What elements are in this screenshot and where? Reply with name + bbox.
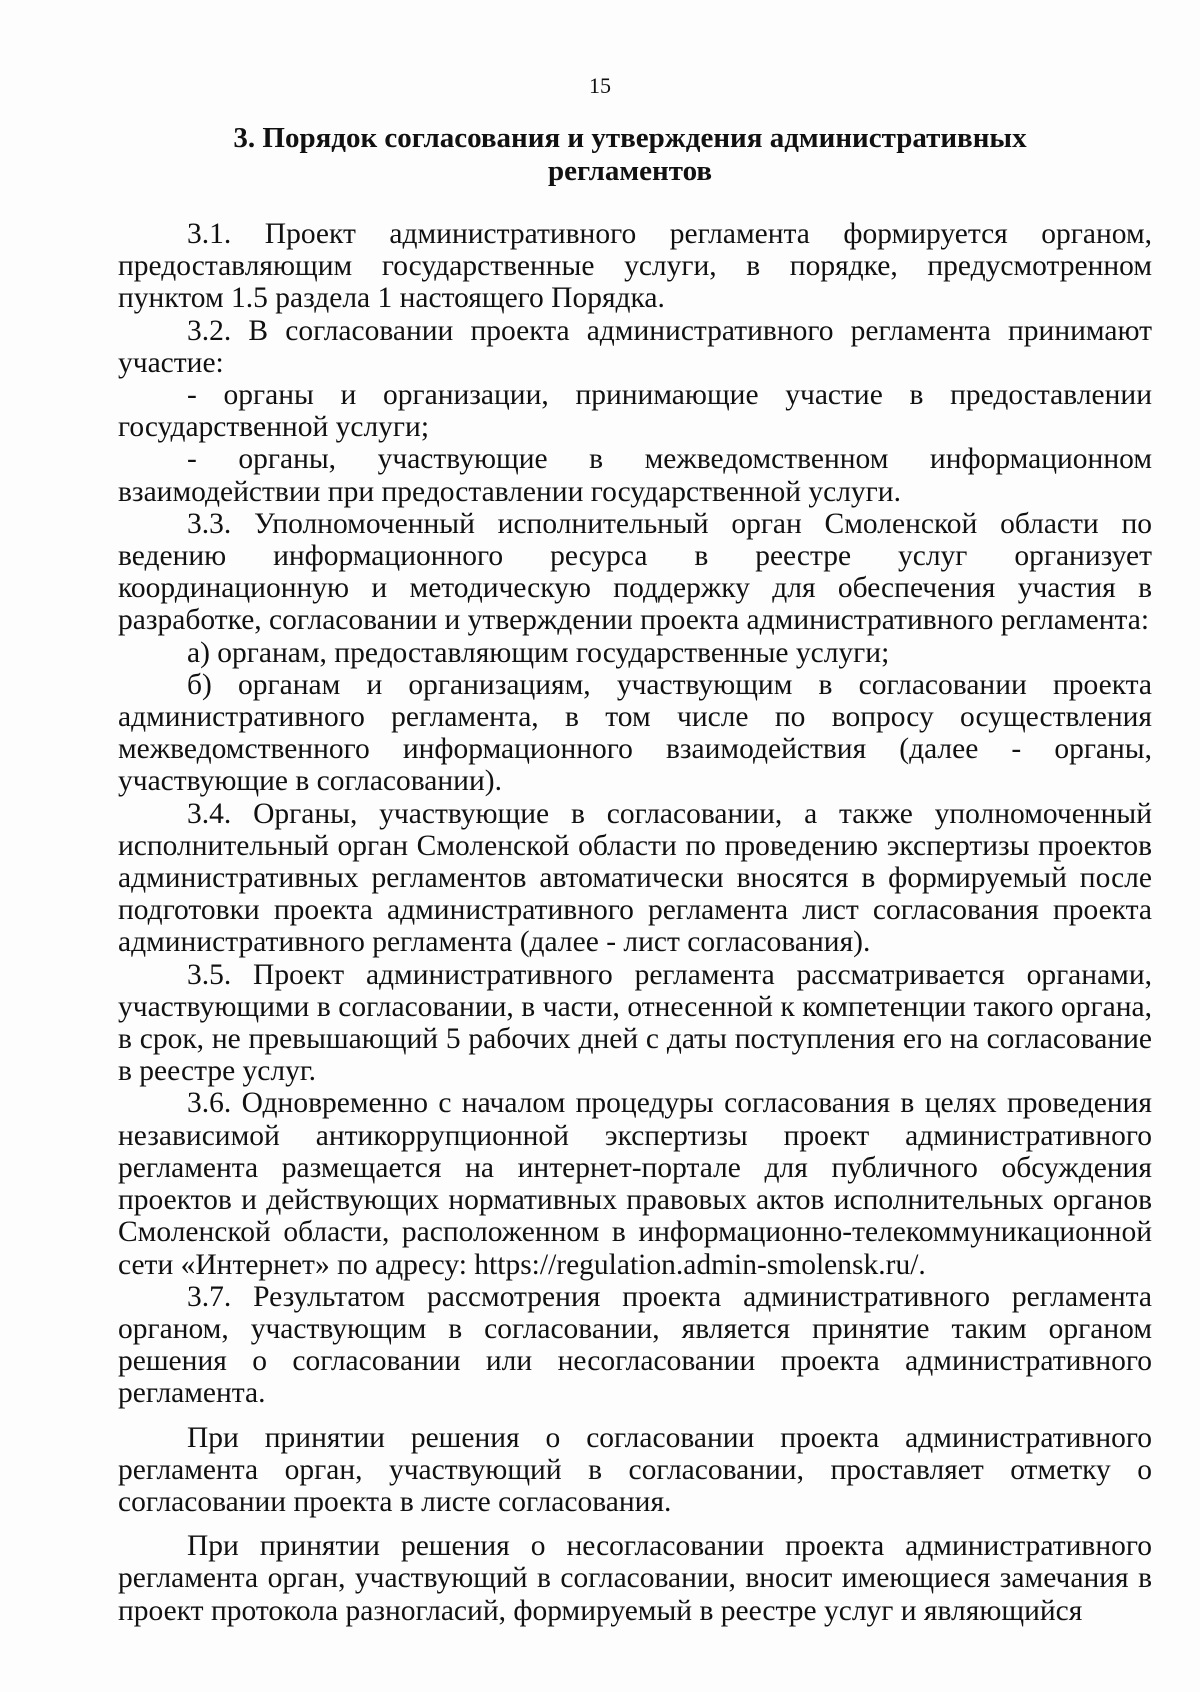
page-number: 15 (589, 73, 611, 98)
paragraph-3-5: 3.5. Проект административного регламента рассматривается органами, участвующими в согласовании, в части, отнесенной к компетенции такого органа, в срок, не превышающий 5 рабочих дней с даты поступления его на согласование в реестре услуг. (118, 958, 1152, 1088)
list-item-a: а) органам, предоставляющим государственные услуги; (187, 636, 890, 669)
paragraph-3-2: 3.2. В согласовании проекта административного регламента принимают участие: (118, 314, 1152, 379)
paragraph-approval: При принятии решения о согласовании проекта административного регламента орган, участвующий в согласовании, проставляет отметку о согласовании проекта в листе согласования. (118, 1421, 1152, 1518)
paragraph-3-7: 3.7. Результатом рассмотрения проекта административного регламента органом, участвующим в согласовании, является принятие таким органом решения о согласовании или несогласовании проекта административного регламента. (118, 1280, 1152, 1410)
list-item-b: б) органам и организациям, участвующим в согласовании проекта административного регламента, в том числе по вопросу осуществления межведомственного информационного взаимодействия (далее - органы, участвующие в согласовании). (118, 668, 1152, 798)
list-item-participants-2: - органы, участвующие в межведомственном информационном взаимодействии при предоставлении государственной услуги. (118, 443, 1152, 508)
paragraph-3-1: 3.1. Проект административного регламента формируется органом, предоставляющим государственные услуги, в порядке, предусмотренном пунктом 1.5 раздела 1 настоящего Порядка. (118, 218, 1152, 315)
paragraph-3-6: 3.6. Одновременно с началом процедуры согласования в целях проведения независимой антикоррупционной экспертизы проект административного регламента размещается на интернет-портале для публичного обсуждения проектов и действующих нормативных правовых актов исполнительных органов Смоленской области, расположенном в информационно-телекоммуникационной сети «Интернет» по адресу: https://regulation.admin-smolensk.ru/. (118, 1087, 1152, 1281)
document-body (118, 218, 1152, 1627)
paragraph-3-4: 3.4. Органы, участвующие в согласовании, а также уполномоченный исполнительный орган Смоленской области по проведению экспертизы проектов административных регламентов автоматически вносятся в формируемый после подготовки проекта административного регламента лист согласования проекта административного регламента (далее - лист согласования). (118, 797, 1152, 959)
section-heading: 3. Порядок согласования и утверждения административных регламентов (233, 122, 1027, 187)
paragraph-3-3: 3.3. Уполномоченный исполнительный орган Смоленской области по ведению информационного ресурса в реестре услуг организует координационную и методическую поддержку для обеспечения участия в разработке, согласовании и утверждении проекта административного регламента: (118, 507, 1152, 637)
paragraph-disapproval: При принятии решения о несогласовании проекта административного регламента орган, участвующий в согласовании, вносит имеющиеся замечания в проект протокола разногласий, формируемый в реестре услуг и являющийся (118, 1530, 1152, 1627)
list-item-participants-1: - органы и организации, принимающие участие в предоставлении государственной услуги; (118, 379, 1152, 444)
